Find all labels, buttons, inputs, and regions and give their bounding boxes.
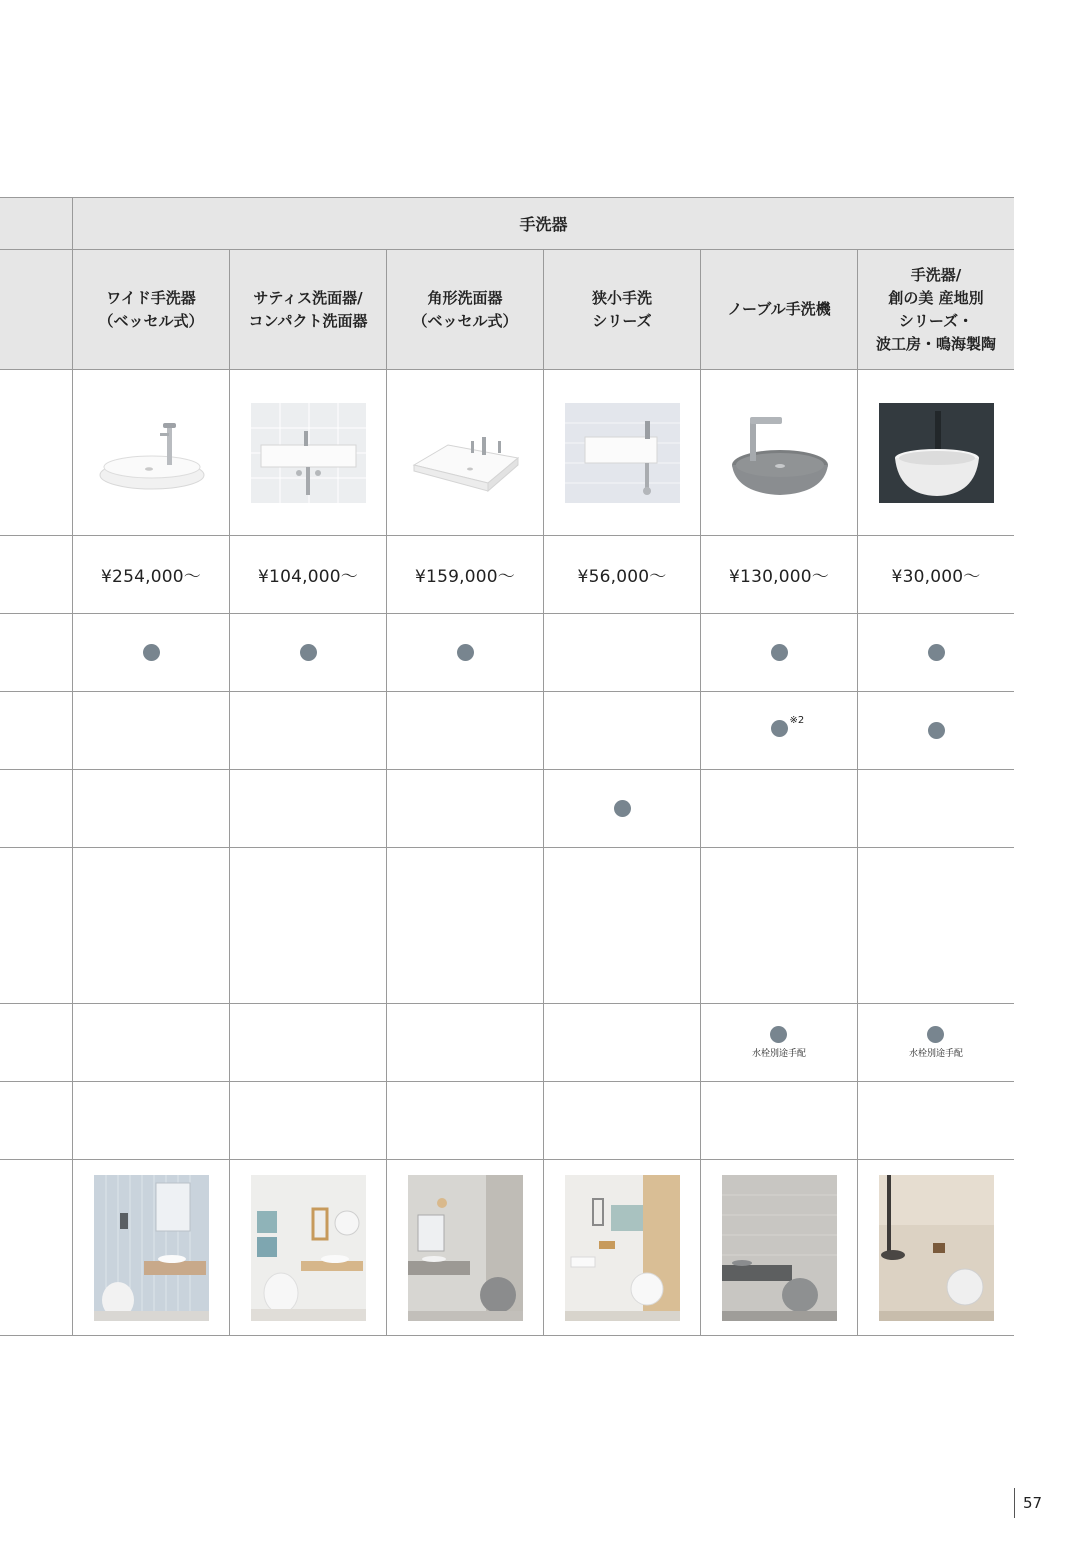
column-title: 手洗器/ 創の美 産地別 シリーズ・ 波工房・鳴海製陶 — [875, 265, 996, 353]
price: ¥130,000～ — [729, 567, 829, 587]
product-image-cell — [73, 370, 229, 535]
compact-basin-image — [565, 403, 680, 503]
faucet-note: 水栓別途手配 — [908, 1049, 963, 1059]
room-photo — [565, 1175, 680, 1321]
column-title: 狭小手洗 シリーズ — [591, 288, 652, 330]
availability-dot — [928, 722, 945, 739]
page-number: 57 — [1023, 1494, 1043, 1512]
grey-basin-image — [722, 403, 837, 503]
room-photo — [722, 1175, 837, 1321]
availability-dot — [771, 644, 788, 661]
page-number-bar — [1014, 1488, 1015, 1518]
column-title: サティス洗面器/ コンパクト洗面器 — [248, 288, 368, 330]
availability-dot — [771, 720, 788, 737]
availability-dot — [614, 800, 631, 817]
rule — [0, 769, 1014, 770]
column-title: ワイド手洗器 （ベッセル式） — [98, 288, 204, 330]
rule — [0, 1081, 1014, 1082]
rule — [0, 1335, 1014, 1336]
rule — [0, 249, 72, 250]
availability-dot — [143, 644, 160, 661]
vessel-basin-image — [94, 403, 209, 503]
price: ¥30,000～ — [891, 567, 981, 587]
room-photo — [879, 1175, 994, 1321]
column-title: 角形洗面器 （ベッセル式） — [412, 288, 518, 330]
availability-dot — [770, 1026, 787, 1043]
wall-basin-image — [251, 403, 366, 503]
availability-dot — [927, 1026, 944, 1043]
group-header: 手洗器 — [519, 215, 568, 234]
price: ¥104,000～ — [258, 567, 358, 587]
room-photo — [94, 1175, 209, 1321]
price: ¥159,000～ — [415, 567, 515, 587]
room-photo — [251, 1175, 366, 1321]
product-image-cell — [230, 370, 386, 535]
product-image-cell — [544, 370, 700, 535]
product-image-cell — [858, 370, 1014, 535]
price: ¥56,000～ — [577, 567, 667, 587]
product-image-cell — [701, 370, 857, 535]
rule — [0, 847, 1014, 848]
room-photo — [408, 1175, 523, 1321]
availability-dot — [457, 644, 474, 661]
bowl-basin-image — [879, 403, 994, 503]
footnote-mark: ※2 — [789, 715, 805, 726]
availability-dot — [300, 644, 317, 661]
faucet-note: 水栓別途手配 — [751, 1049, 806, 1059]
column-title: ノーブル手洗機 — [727, 300, 831, 318]
availability-dot — [928, 644, 945, 661]
price: ¥254,000～ — [101, 567, 201, 587]
square-basin-image — [408, 403, 523, 503]
product-image-cell — [387, 370, 543, 535]
